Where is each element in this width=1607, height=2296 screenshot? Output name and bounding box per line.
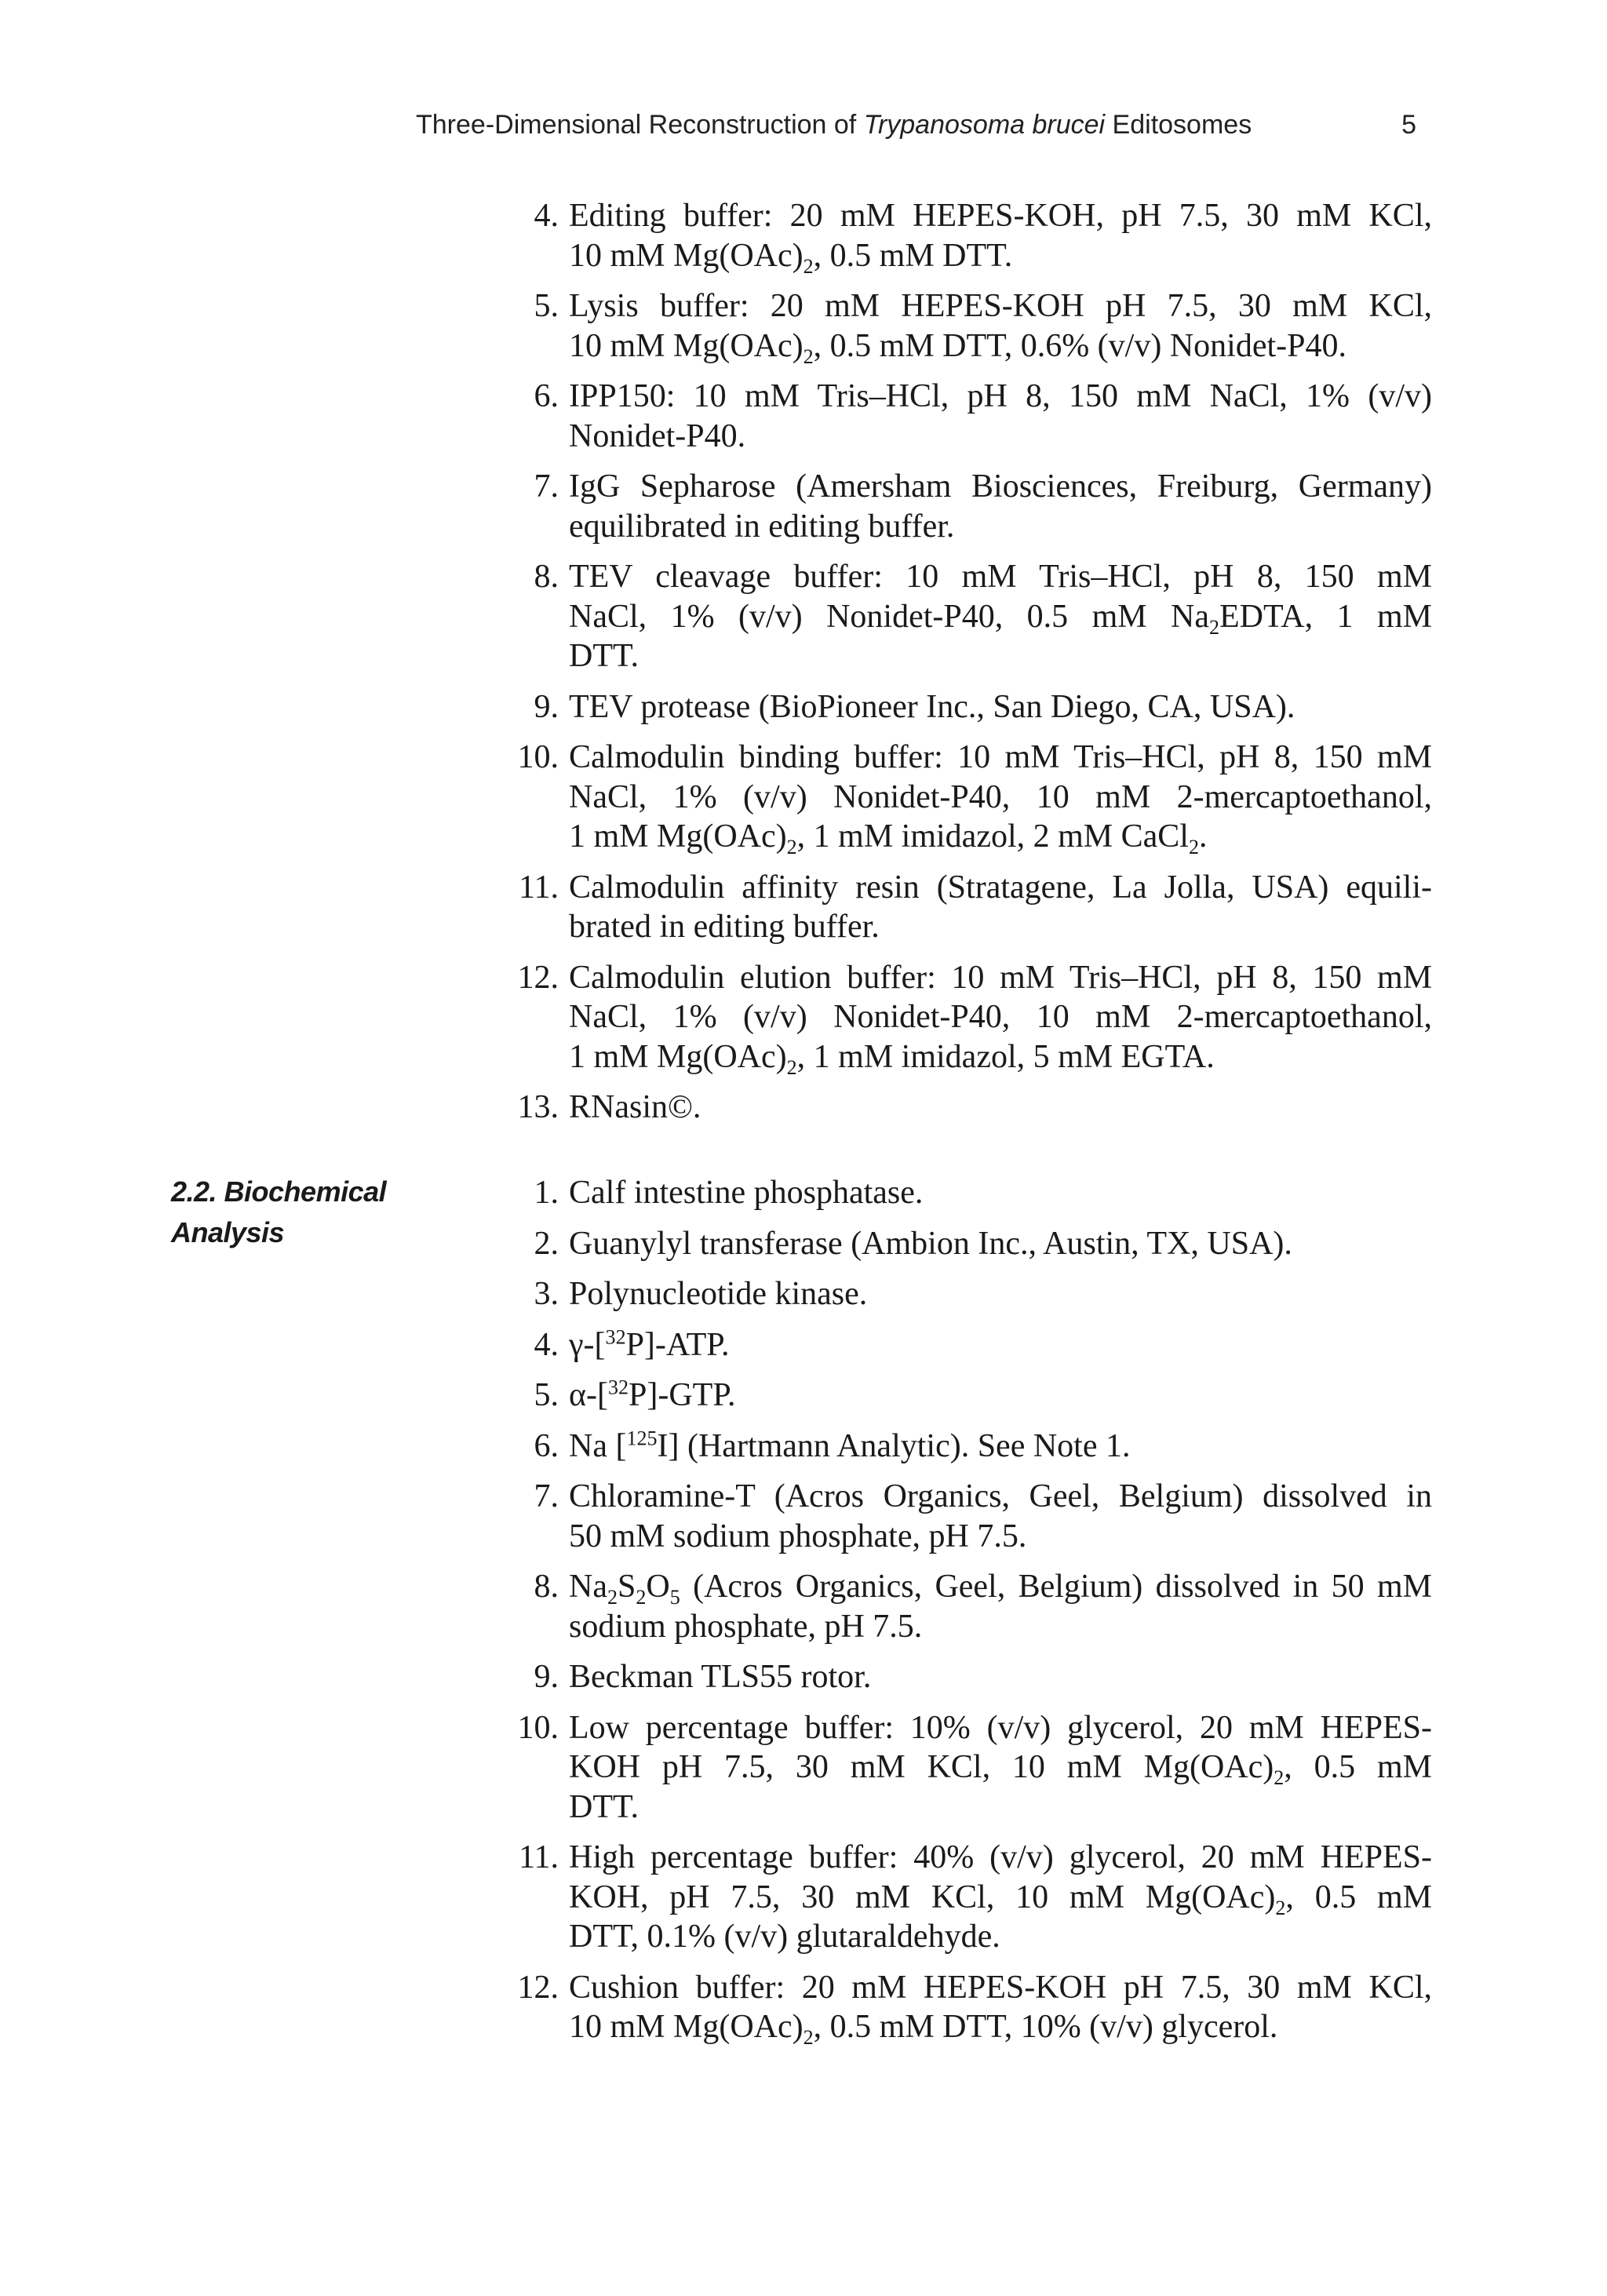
list-item-text: [569, 868, 1432, 947]
text-segment: , 0.5 mM DTT.: [813, 237, 1013, 274]
text-line: [569, 1224, 1432, 1264]
list-item-number: 11.: [519, 869, 559, 906]
text-line: [569, 1878, 1432, 1918]
text-line: [569, 1708, 1432, 1748]
subscript: 2: [803, 2026, 814, 2050]
list-item-text: [569, 738, 1432, 857]
text-segment: 1 mM Mg(OAc): [569, 818, 787, 855]
text-line: [569, 778, 1432, 818]
text-line: [569, 868, 1432, 908]
text-segment: , 0.5 mM DTT, 10% (v/v) glycerol.: [813, 2009, 1278, 2045]
list-item-number: 7.: [534, 1478, 559, 1514]
text-segment: (Acros Organics, Geel, Belgium) dissolved in 50 mM: [680, 1569, 1432, 1605]
text-segment: γ-[: [569, 1326, 606, 1363]
text-line: [569, 1748, 1432, 1788]
text-segment: High percentage buffer: 40% (v/v) glycerol, 20 mM HEPES-: [569, 1839, 1432, 1875]
list-item: [494, 1657, 1432, 1697]
list-item-text: [569, 1657, 1432, 1697]
list-item-number: 9.: [534, 688, 559, 725]
list-item: [494, 557, 1432, 676]
list-item-number: 5.: [534, 288, 559, 324]
list-item-text: [569, 1838, 1432, 1957]
list-item-text: [569, 1968, 1432, 2050]
subscript: 2: [1275, 1896, 1286, 1919]
list-item-number: 10.: [517, 1709, 559, 1746]
text-segment: 10 mM Mg(OAc): [569, 327, 804, 364]
text-line: [569, 286, 1432, 326]
text-line: [569, 907, 1432, 947]
list-item: [494, 377, 1432, 456]
text-segment: P]-ATP.: [625, 1326, 730, 1363]
list-item-text: [569, 557, 1432, 676]
running-head: [416, 110, 1416, 140]
section-heading-line: Analysis: [171, 1216, 285, 1248]
list-item-number: 4.: [534, 198, 559, 234]
text-line: [569, 1088, 1432, 1128]
subscript: 2: [803, 344, 814, 368]
text-segment: P]-GTP.: [629, 1377, 736, 1413]
list-item-text: [569, 196, 1432, 278]
subscript: 2: [1209, 615, 1220, 639]
text-segment: DTT.: [569, 1788, 640, 1825]
text-line: [569, 817, 1432, 857]
text-segment: .: [1199, 818, 1208, 855]
text-line: [569, 1427, 1432, 1467]
biochemical-analysis-list: [494, 1173, 1432, 2058]
list-item-text: [569, 958, 1432, 1077]
list-item: [494, 1567, 1432, 1646]
text-segment: , 1 mM imidazol, 2 mM CaCl: [796, 818, 1189, 855]
text-segment: IgG Sepharose (Amersham Biosciences, Freiburg, Germany): [569, 468, 1432, 505]
list-item: [494, 1088, 1432, 1128]
text-segment: I] (Hartmann Analytic). See Note 1.: [657, 1427, 1131, 1464]
list-item-number: 1.: [534, 1175, 559, 1211]
text-segment: TEV cleavage buffer: 10 mM Tris–HCl, pH 8, 150 mM: [569, 559, 1432, 595]
subscript: 2: [607, 1586, 618, 1609]
text-line: [569, 687, 1432, 727]
superscript: 32: [605, 1325, 626, 1349]
subscript: 2: [1274, 1766, 1285, 1790]
text-segment: Cushion buffer: 20 mM HEPES-KOH pH 7.5, 30 mM KCl,: [569, 1969, 1432, 2006]
list-item: [494, 1173, 1432, 1213]
list-item: [494, 196, 1432, 278]
list-item: [494, 958, 1432, 1077]
list-item-text: [569, 1708, 1432, 1828]
list-item-text: [569, 1567, 1432, 1646]
subscript: 2: [636, 1586, 647, 1609]
list-item: [494, 1708, 1432, 1828]
text-segment: , 0.5 mM DTT, 0.6% (v/v) Nonidet-P40.: [813, 327, 1346, 364]
text-line: [569, 467, 1432, 507]
subscript: 2: [803, 254, 814, 278]
list-item-number: 4.: [534, 1326, 559, 1363]
text-segment: 1 mM Mg(OAc): [569, 1038, 787, 1075]
subscript: 2: [786, 836, 797, 859]
list-item-text: [569, 467, 1432, 546]
list-item-number: 3.: [534, 1276, 559, 1312]
text-segment: KOH pH 7.5, 30 mM KCl, 10 mM Mg(OAc): [569, 1749, 1274, 1785]
text-line: [569, 997, 1432, 1037]
subscript: 2: [786, 1055, 797, 1079]
list-item-number: 10.: [517, 739, 559, 775]
list-item-number: 6.: [534, 378, 559, 414]
list-item-number: 6.: [534, 1427, 559, 1464]
list-item: [494, 738, 1432, 857]
section-heading-line: 2.2. Biochemical: [171, 1175, 387, 1208]
list-item-number: 12.: [517, 959, 559, 996]
text-line: [569, 636, 1432, 676]
text-line: [569, 1968, 1432, 2008]
list-item-text: [569, 286, 1432, 366]
text-segment: Na [: [569, 1427, 627, 1464]
materials-list: [494, 196, 1432, 1139]
text-segment: Calmodulin elution buffer: 10 mM Tris–HCl, pH 8, 150 mM: [569, 959, 1432, 996]
text-segment: DTT, 0.1% (v/v) glutaraldehyde.: [569, 1919, 1000, 1955]
text-line: [569, 326, 1432, 366]
text-segment: 10 mM Mg(OAc): [569, 237, 804, 274]
text-line: [569, 1037, 1432, 1077]
text-line: [569, 1173, 1432, 1213]
text-segment: Guanylyl transferase (Ambion Inc., Austin, TX, USA).: [569, 1225, 1292, 1262]
text-segment: S: [618, 1569, 636, 1605]
text-segment: Chloramine-T (Acros Organics, Geel, Belgium) dissolved in: [569, 1478, 1432, 1514]
text-segment: O: [646, 1569, 670, 1605]
text-line: [569, 236, 1432, 276]
text-segment: RNasin©.: [569, 1089, 701, 1125]
list-item: [494, 467, 1432, 546]
text-line: [569, 1517, 1432, 1557]
list-item: [494, 1224, 1432, 1264]
text-segment: TEV protease (BioPioneer Inc., San Diego, CA, USA).: [569, 688, 1295, 725]
list-item-text: [569, 1088, 1432, 1128]
list-item: [494, 286, 1432, 366]
text-segment: IPP150: 10 mM Tris–HCl, pH 8, 150 mM NaCl, 1% (v/v): [569, 378, 1432, 414]
list-item: [494, 1838, 1432, 1957]
text-segment: Calmodulin binding buffer: 10 mM Tris–HCl, pH 8, 150 mM: [569, 739, 1432, 775]
list-item-text: [569, 1224, 1432, 1264]
superscript: 32: [607, 1376, 629, 1399]
page-number: 5: [1401, 110, 1416, 140]
running-head-title: Three-Dimensional Reconstruction of Trypanosoma brucei Editosomes: [416, 110, 1252, 140]
text-line: [569, 597, 1432, 637]
list-item-number: 13.: [517, 1089, 559, 1125]
text-segment: KOH, pH 7.5, 30 mM KCl, 10 mM Mg(OAc): [569, 1879, 1276, 1915]
text-segment: α-[: [569, 1377, 608, 1413]
list-item: [494, 1325, 1432, 1365]
text-line: [569, 1607, 1432, 1647]
text-segment: NaCl, 1% (v/v) Nonidet-P40, 0.5 mM Na: [569, 598, 1209, 635]
text-segment: Polynucleotide kinase.: [569, 1276, 868, 1312]
text-line: [569, 1838, 1432, 1878]
list-item-text: [569, 377, 1432, 456]
text-line: [569, 196, 1432, 236]
text-segment: , 0.5 mM: [1285, 1879, 1432, 1915]
text-segment: , 0.5 mM: [1284, 1749, 1432, 1785]
list-item-text: [569, 687, 1432, 727]
text-line: [569, 1567, 1432, 1607]
text-segment: sodium phosphate, pH 7.5.: [569, 1608, 923, 1645]
list-item-text: [569, 1325, 1432, 1365]
list-item: [494, 1477, 1432, 1556]
list-item: [494, 1274, 1432, 1314]
text-line: [569, 377, 1432, 417]
text-segment: brated in editing buffer.: [569, 909, 880, 945]
list-item-number: 8.: [534, 559, 559, 595]
list-item-text: [569, 1274, 1432, 1314]
list-item-number: 5.: [534, 1377, 559, 1413]
subscript: 5: [669, 1586, 680, 1609]
text-segment: , 1 mM imidazol, 5 mM EGTA.: [796, 1038, 1215, 1075]
text-segment: 10 mM Mg(OAc): [569, 2009, 804, 2045]
subscript: 2: [1188, 836, 1199, 859]
text-line: [569, 557, 1432, 597]
section-heading-biochemical-analysis: [171, 1172, 386, 1253]
text-segment: Lysis buffer: 20 mM HEPES-KOH pH 7.5, 30 mM KCl,: [569, 288, 1432, 324]
list-item-text: [569, 1477, 1432, 1556]
text-segment: Calmodulin affinity resin (Stratagene, La Jolla, USA) equili-: [569, 869, 1432, 906]
text-segment: Beckman TLS55 rotor.: [569, 1659, 872, 1695]
text-segment: Calf intestine phosphatase.: [569, 1175, 924, 1211]
list-item-number: 2.: [534, 1225, 559, 1262]
text-line: [569, 1788, 1432, 1828]
text-segment: Editing buffer: 20 mM HEPES-KOH, pH 7.5, 30 mM KCl,: [569, 198, 1432, 234]
text-segment: Nonidet-P40.: [569, 417, 746, 454]
superscript: 125: [626, 1427, 658, 1450]
text-line: [569, 1274, 1432, 1314]
list-item-number: 7.: [534, 468, 559, 505]
list-item: [494, 687, 1432, 727]
text-line: [569, 1325, 1432, 1365]
text-segment: Na: [569, 1569, 607, 1605]
list-item: [494, 868, 1432, 947]
list-item-number: 9.: [534, 1659, 559, 1695]
text-segment: 50 mM sodium phosphate, pH 7.5.: [569, 1518, 1027, 1554]
list-item-number: 12.: [517, 1969, 559, 2006]
text-segment: NaCl, 1% (v/v) Nonidet-P40, 10 mM 2-mercaptoethanol,: [569, 778, 1432, 815]
text-line: [569, 958, 1432, 998]
list-item-text: [569, 1376, 1432, 1416]
list-item: [494, 1427, 1432, 1467]
list-item-text: [569, 1427, 1432, 1467]
list-item-number: 8.: [534, 1569, 559, 1605]
text-segment: NaCl, 1% (v/v) Nonidet-P40, 10 mM 2-mercaptoethanol,: [569, 999, 1432, 1035]
text-line: [569, 417, 1432, 457]
text-segment: DTT.: [569, 638, 640, 674]
list-item-number: 11.: [519, 1839, 559, 1875]
text-line: [569, 1917, 1432, 1957]
text-segment: Low percentage buffer: 10% (v/v) glycerol, 20 mM HEPES-: [569, 1709, 1432, 1746]
text-line: [569, 738, 1432, 778]
list-item: [494, 1376, 1432, 1416]
list-item-text: [569, 1173, 1432, 1213]
text-line: [569, 1657, 1432, 1697]
text-line: [569, 1477, 1432, 1517]
text-line: [569, 507, 1432, 547]
text-segment: EDTA, 1 mM: [1219, 598, 1432, 635]
text-line: [569, 1376, 1432, 1416]
text-line: [569, 2007, 1432, 2050]
list-item: [494, 1968, 1432, 2050]
text-segment: equilibrated in editing buffer.: [569, 508, 955, 545]
